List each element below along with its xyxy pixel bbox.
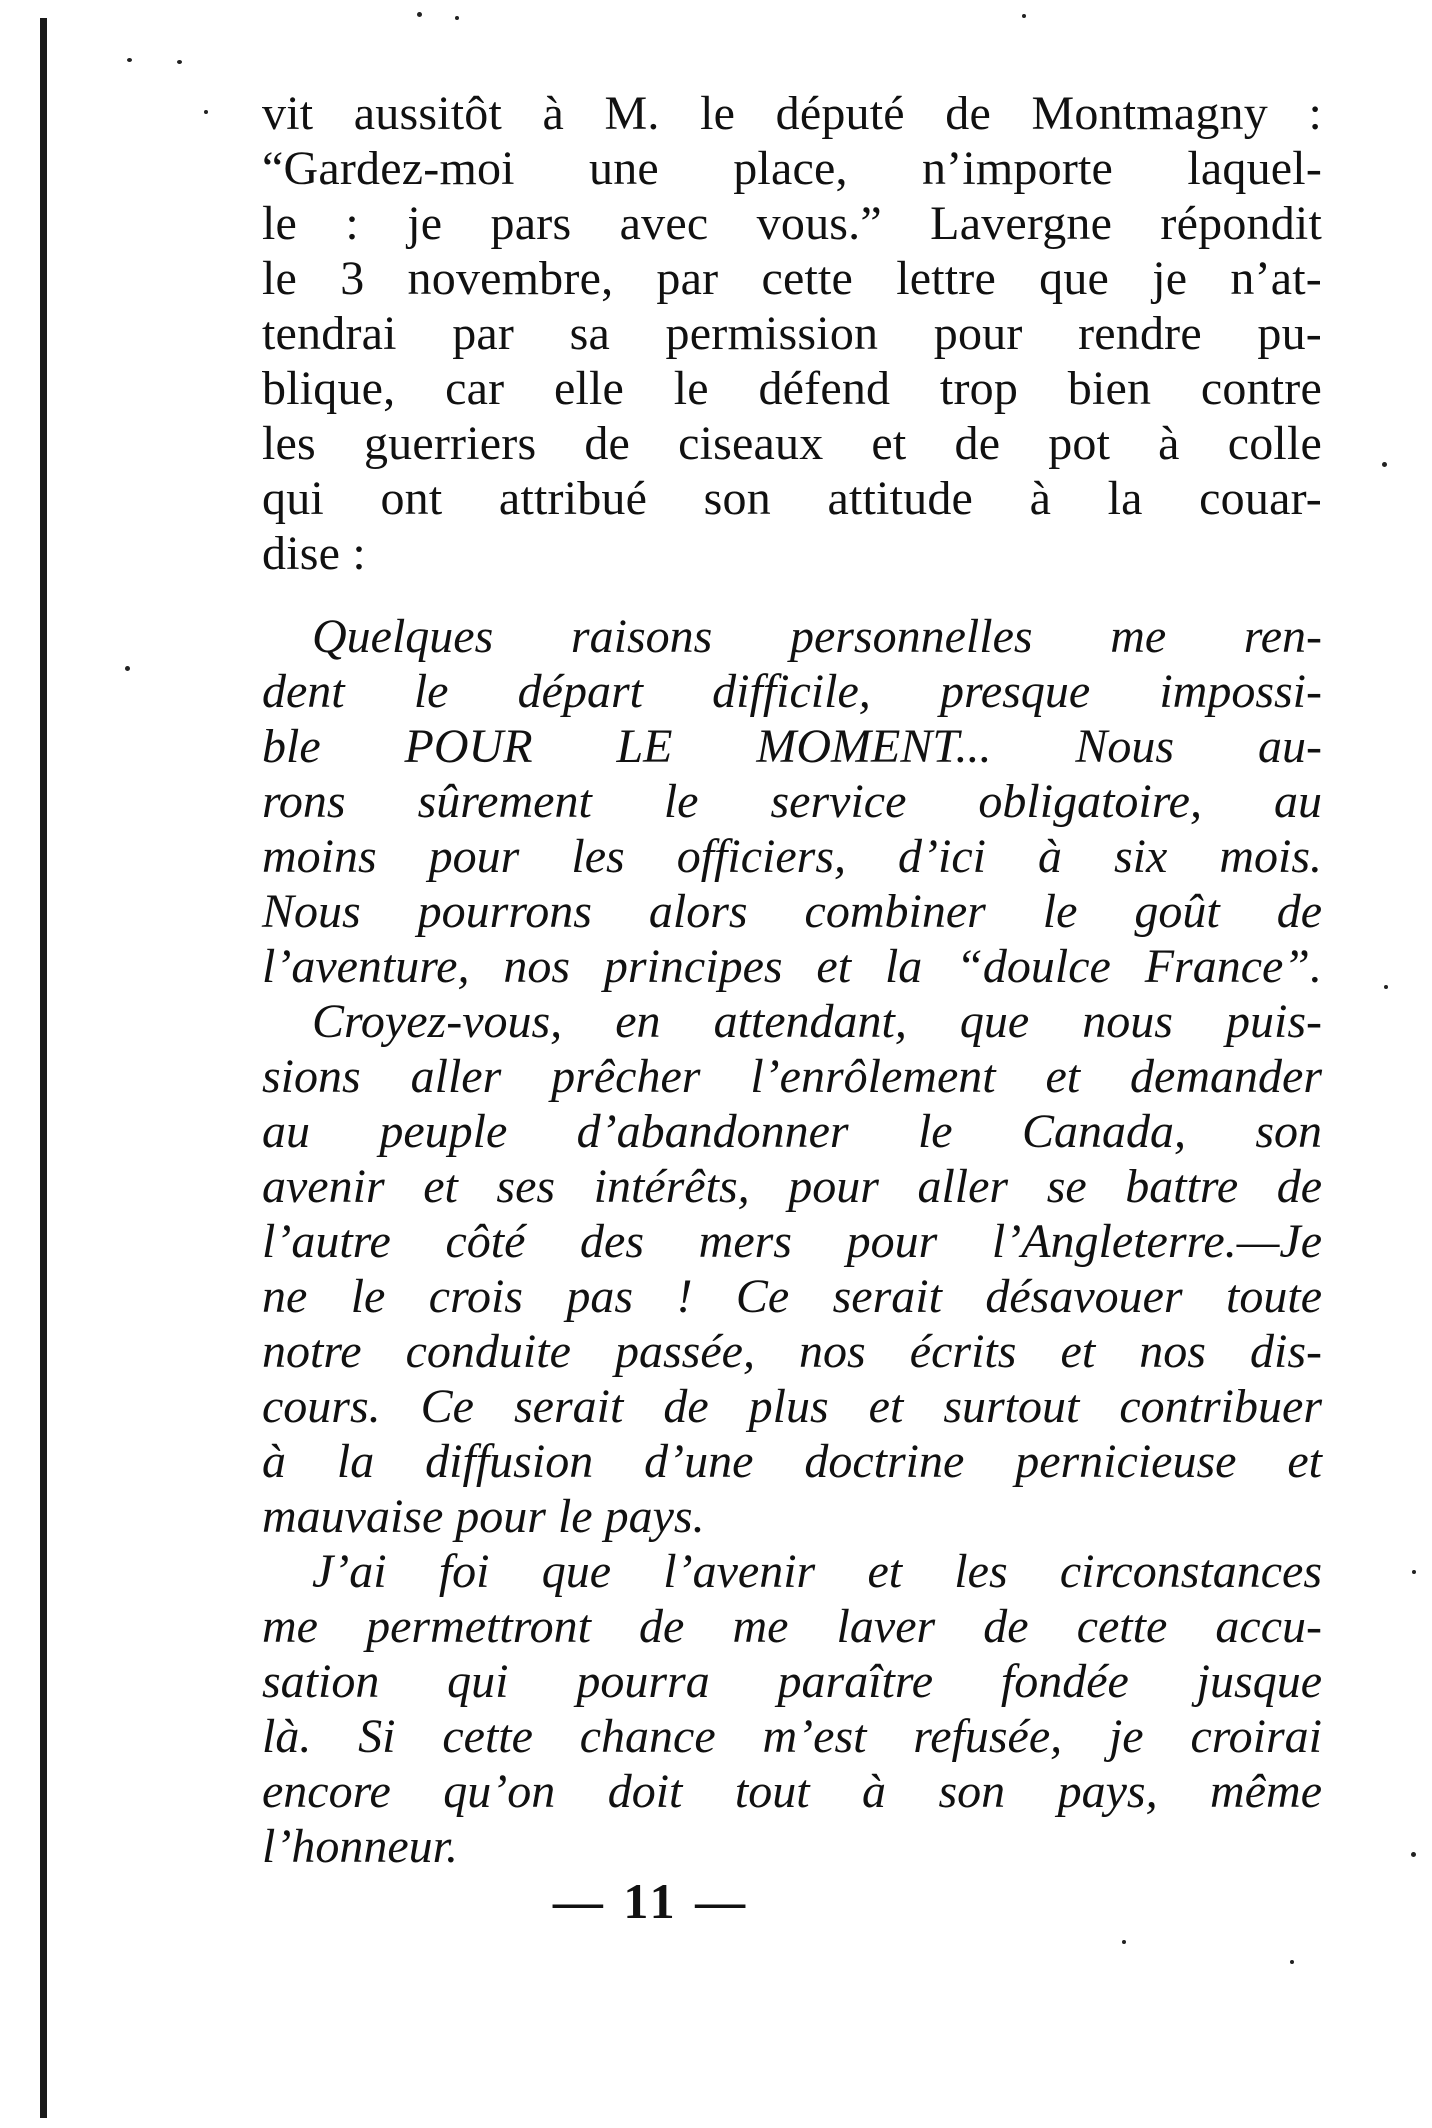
text-line: là. Si cette chance m’est refusée, je croirai — [262, 1710, 1322, 1763]
text-line: vit aussitôt à M. le député de Montmagny : — [262, 87, 1322, 140]
quoted-letter-paragraph-1 — [262, 609, 1322, 994]
text-line: rons sûrement le service obligatoire, au — [262, 775, 1322, 828]
scan-speck — [1411, 1852, 1416, 1857]
text-line: le : je pars avec vous.” Lavergne répondit — [262, 197, 1322, 250]
text-line: ble POUR LE MOMENT... Nous au- — [262, 720, 1322, 773]
text-line: encore qu’on doit tout à son pays, même — [262, 1765, 1322, 1818]
text-line: sions aller prêcher l’enrôlement et demander — [262, 1050, 1322, 1103]
text-line: cours. Ce serait de plus et surtout contribuer — [262, 1380, 1322, 1433]
scan-speck — [1384, 985, 1388, 989]
text-line: Croyez-vous, en attendant, que nous puis- — [312, 995, 1322, 1048]
scan-speck — [417, 12, 422, 17]
quoted-letter-paragraph-3 — [262, 1544, 1322, 1874]
book-page-text — [262, 86, 1322, 1874]
text-line: l’autre côté des mers pour l’Angleterre.—Je — [262, 1215, 1322, 1268]
text-line: “Gardez-moi une place, n’importe laquel- — [262, 142, 1322, 195]
text-line: avenir et ses intérêts, pour aller se battre de — [262, 1160, 1322, 1213]
text-line: blique, car elle le défend trop bien contre — [262, 362, 1322, 415]
scan-speck — [204, 110, 208, 114]
paragraph-gap — [262, 581, 1322, 609]
page-number — [0, 1872, 1432, 1930]
text-line: moins pour les officiers, d’ici à six mois. — [262, 830, 1322, 883]
text-line: ne le crois pas ! Ce serait désavouer toute — [262, 1270, 1322, 1323]
text-line: au peuple d’abandonner le Canada, son — [262, 1105, 1322, 1158]
quoted-letter-paragraph-2 — [262, 994, 1322, 1544]
scan-speck — [1412, 1570, 1416, 1574]
text-line: sation qui pourra paraître fondée jusque — [262, 1655, 1322, 1708]
text-line: me permettront de me laver de cette accu- — [262, 1600, 1322, 1653]
text-line: le 3 novembre, par cette lettre que je n’at- — [262, 252, 1322, 305]
scan-speck — [455, 16, 459, 20]
page-number-text: — 11 — — [552, 1873, 750, 1929]
scan-speck — [1022, 14, 1026, 18]
text-line: Nous pourrons alors combiner le goût de — [262, 885, 1322, 938]
text-line: qui ont attribué son attitude à la couar- — [262, 472, 1322, 525]
text-line: tendrai par sa permission pour rendre pu- — [262, 307, 1322, 360]
text-line: mauvaise pour le pays. — [262, 1490, 705, 1543]
scan-speck — [1382, 462, 1387, 467]
scan-speck — [127, 58, 132, 62]
text-line: à la diffusion d’une doctrine pernicieuse et — [262, 1435, 1322, 1488]
scan-speck — [1122, 1940, 1126, 1944]
text-line: les guerriers de ciseaux et de pot à colle — [262, 417, 1322, 470]
scan-speck — [125, 666, 130, 671]
scan-speck — [1290, 1960, 1294, 1964]
text-line: l’aventure, nos principes et la “doulce France”. — [262, 940, 1322, 993]
text-line: dent le départ difficile, presque impossi- — [262, 665, 1322, 718]
text-line: Quelques raisons personnelles me ren- — [312, 610, 1322, 663]
binding-edge-line — [40, 18, 47, 2118]
text-line: J’ai foi que l’avenir et les circonstances — [312, 1545, 1322, 1598]
narrative-paragraph — [262, 86, 1322, 581]
scan-speck — [177, 60, 182, 64]
text-line: l’honneur. — [262, 1820, 458, 1873]
text-line: dise : — [262, 527, 366, 580]
text-line: notre conduite passée, nos écrits et nos dis- — [262, 1325, 1322, 1378]
